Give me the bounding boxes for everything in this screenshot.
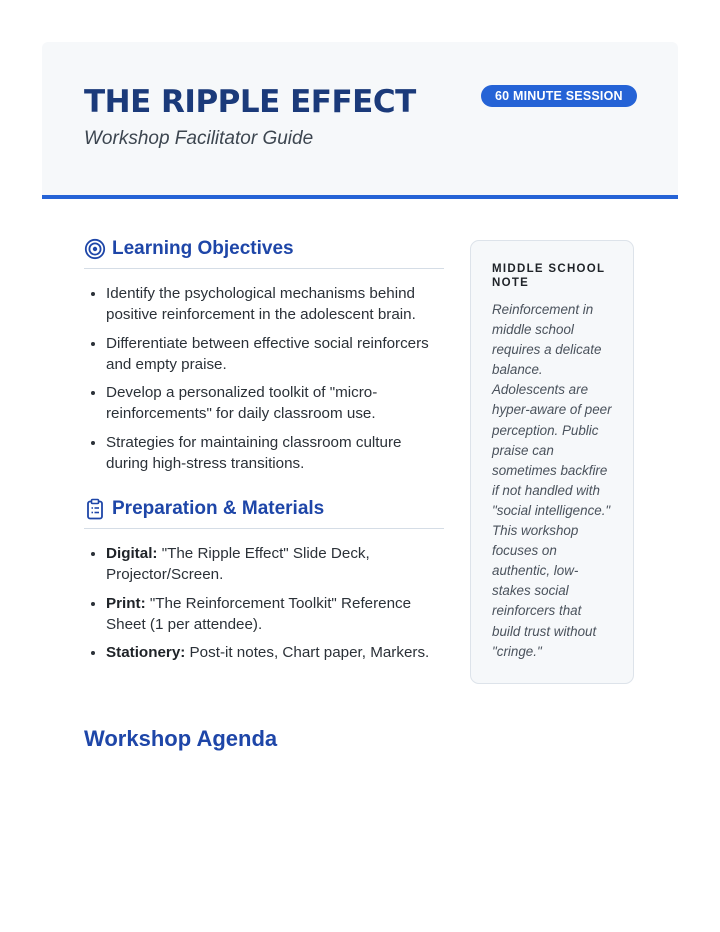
list-item: • Develop a personalized toolkit of "micro-reinforcements" for daily classroom use.	[106, 382, 444, 424]
material-label: Digital:	[106, 545, 158, 562]
material-text: Post-it notes, Chart paper, Markers.	[185, 644, 430, 661]
materials-title: Preparation & Materials	[112, 498, 325, 519]
target-icon	[84, 238, 106, 260]
session-length-badge: 60 MINUTE SESSION	[481, 85, 637, 107]
header-banner	[42, 42, 678, 199]
agenda-heading: Workshop Agenda	[84, 726, 278, 751]
material-label: Stationery:	[106, 644, 186, 661]
list-item: • Strategies for maintaining classroom culture during high-stress transitions.	[106, 432, 444, 474]
materials-section	[84, 498, 444, 671]
materials-list	[84, 543, 444, 663]
note-body: Reinforcement in middle school requires a delicate balance. Adolescents are hyper-aware of peer perception. Public praise can sometimes backfire if not handled with "social intelligence." This workshop focuses on authentic, low-stakes social reinforcers that build trust without "cringe."	[492, 302, 612, 659]
material-text: "The Ripple Effect" Slide Deck, Projector/Screen.	[106, 545, 370, 583]
list-item	[106, 593, 444, 635]
list-item	[106, 543, 444, 585]
materials-header	[84, 498, 444, 529]
list-item	[106, 642, 444, 663]
material-label: Print:	[106, 594, 146, 612]
clipboard-icon	[84, 498, 106, 520]
page-subtitle: Workshop Facilitator Guide	[84, 128, 314, 149]
sidebar-note	[470, 240, 634, 684]
list-item: • Differentiate between effective social reinforcers and empty praise.	[106, 333, 444, 375]
list-item: • Identify the psychological mechanisms behind positive reinforcement in the adolescent brain.	[106, 283, 444, 325]
page-title: THE RIPPLE EFFECT	[84, 84, 416, 120]
objectives-header	[84, 238, 444, 269]
objectives-title: Learning Objectives	[112, 238, 294, 259]
material-text: "The Reinforcement Toolkit" Reference Sheet (1 per attendee).	[106, 594, 412, 633]
objectives-list	[84, 283, 444, 474]
note-title: MIDDLE SCHOOL NOTE	[492, 263, 606, 289]
main-content	[84, 238, 444, 661]
